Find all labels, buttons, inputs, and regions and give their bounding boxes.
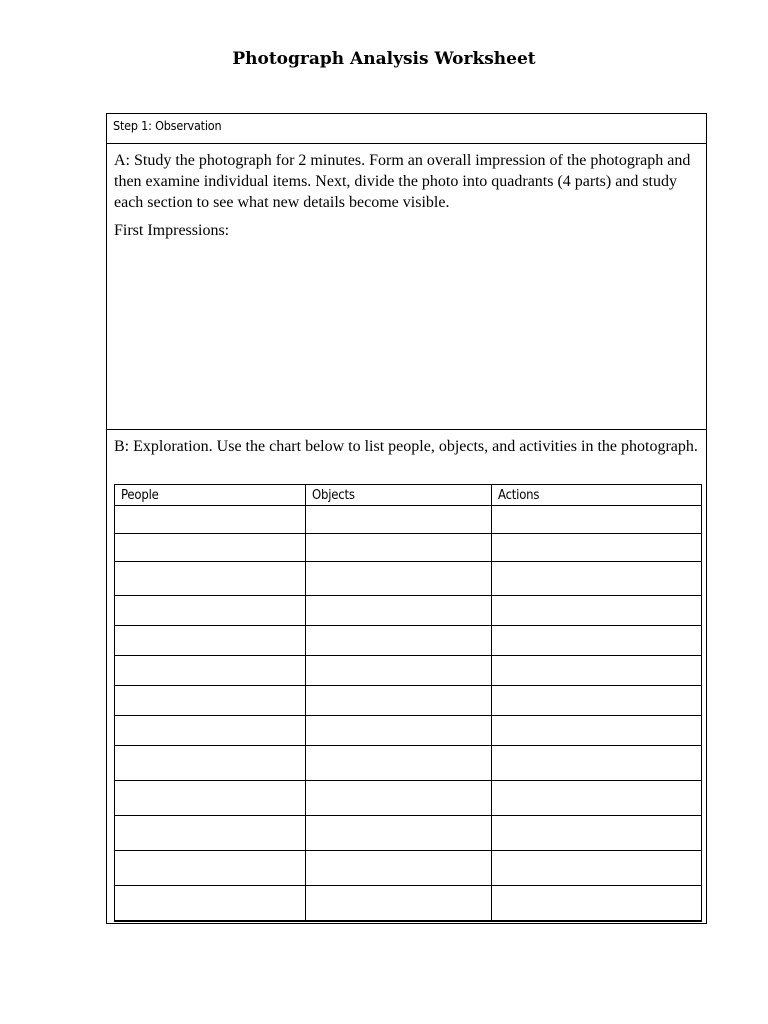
first-impressions-label: First Impressions: [114,222,230,239]
column-header-actions: Actions [492,485,702,506]
people-cell[interactable] [115,816,306,851]
objects-cell[interactable] [306,656,492,686]
chart-header-row [115,485,702,506]
objects-cell[interactable] [306,816,492,851]
objects-cell[interactable] [306,562,492,596]
section-a [107,144,706,430]
objects-cell[interactable] [306,746,492,781]
objects-cell[interactable] [306,506,492,534]
actions-cell[interactable] [492,596,702,626]
section-a-instructions: A: Study the photograph for 2 minutes. Form an overall impression of the photograph and then examine individual items. Next, divide the photo into quadrants (4 parts) and study each section to see what new details become visible. [114,152,691,211]
table-row [115,816,702,851]
objects-cell[interactable] [306,716,492,746]
table-row [115,886,702,921]
column-header-people: People [115,485,306,506]
section-b [107,430,706,923]
people-cell[interactable] [115,686,306,716]
table-row [115,626,702,656]
objects-cell[interactable] [306,534,492,562]
actions-cell[interactable] [492,506,702,534]
table-row [115,781,702,816]
step-1-header-row [107,114,706,144]
people-cell[interactable] [115,886,306,921]
exploration-chart [114,484,702,922]
objects-cell[interactable] [306,626,492,656]
people-cell[interactable] [115,534,306,562]
objects-cell[interactable] [306,596,492,626]
actions-cell[interactable] [492,686,702,716]
table-row [115,851,702,886]
actions-cell[interactable] [492,781,702,816]
table-row [115,686,702,716]
objects-cell[interactable] [306,781,492,816]
actions-cell[interactable] [492,716,702,746]
people-cell[interactable] [115,851,306,886]
table-row [115,596,702,626]
objects-cell[interactable] [306,851,492,886]
actions-cell[interactable] [492,656,702,686]
people-cell[interactable] [115,746,306,781]
table-row [115,656,702,686]
table-row [115,716,702,746]
column-header-objects: Objects [306,485,492,506]
people-cell[interactable] [115,562,306,596]
page-title: Photograph Analysis Worksheet [232,49,536,69]
table-row [115,506,702,534]
actions-cell[interactable] [492,534,702,562]
worksheet-frame [106,113,707,924]
people-cell[interactable] [115,506,306,534]
table-row [115,562,702,596]
people-cell[interactable] [115,626,306,656]
actions-cell[interactable] [492,851,702,886]
people-cell[interactable] [115,656,306,686]
people-cell[interactable] [115,716,306,746]
actions-cell[interactable] [492,816,702,851]
table-row [115,534,702,562]
actions-cell[interactable] [492,626,702,656]
people-cell[interactable] [115,781,306,816]
step-1-label: Step 1: Observation [113,118,222,133]
people-cell[interactable] [115,596,306,626]
objects-cell[interactable] [306,886,492,921]
section-b-instructions: B: Exploration. Use the chart below to list people, objects, and activities in the photograph. [114,438,698,455]
table-row [115,746,702,781]
actions-cell[interactable] [492,886,702,921]
objects-cell[interactable] [306,686,492,716]
actions-cell[interactable] [492,562,702,596]
actions-cell[interactable] [492,746,702,781]
